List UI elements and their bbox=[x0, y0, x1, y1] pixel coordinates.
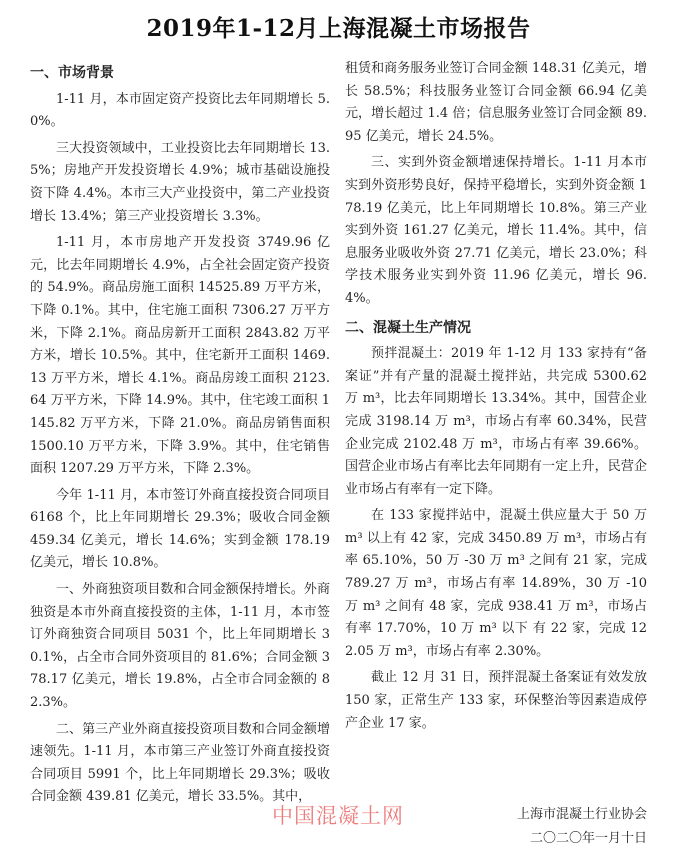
right-column bbox=[345, 58, 647, 739]
paragraph: 三、实到外资金额增速保持增长。1-11 月本市实到外资形势良好，保持平稳增长，实到外资金额 178.19 亿美元，比上年同期增长 10.8%。第三产业实到外资 161.27 亿美元，增长 11.4%。其中，信息服务业吸收外资 27.71 亿美元，增长 23.0%；科学技术服务业实到外资 11.96 亿美元，增长 96.4%。 bbox=[345, 155, 647, 306]
paragraph: 二、第三产业外商直接投资项目数和合同金额增速领先。1-11 月，本市第三产业签订外商直接投资合同项目 5991 个，比上年同期增长 29.3%；吸收合同金额 439.81 亿美元，增长 33.5%。其中， bbox=[30, 721, 330, 805]
paragraph: 在 133 家搅拌站中，混凝土供应量大于 50 万 m³ 以上有 42 家，完成 3450.89 万 m³，市场占有率 65.10%，50 万 -30 万 m³ 之间有 21 家，完成 789.27 万 m³，市场占有率 14.89%，30 万 -10 万 m³ 之间有 48 家，完成 938.41 万 m³，市场占有率 17.70%，10 万 m³ 以下 有 22 家，完成 122.05 万 m³，市场占有率 2.30%。 bbox=[345, 508, 647, 659]
left-column bbox=[30, 58, 330, 813]
site-watermark: 中国混凝土网 bbox=[272, 804, 404, 828]
signature-org: 上海市混凝土行业协会 bbox=[516, 807, 647, 822]
paragraph: 截止 12 月 31 日，预拌混凝土备案证有效发放 150 家，正常生产 133 家，环保整治等因素造成停产企业 17 家。 bbox=[345, 670, 647, 731]
section-heading-concrete-production: 二、混凝土生产情况 bbox=[345, 319, 471, 336]
paragraph: 预拌混凝土：2019 年 1-12 月 133 家持有“备案证”并有产量的混凝土搅拌站，共完成 5300.62 万 m³，比去年同期增长 13.34%。其中，国营企业完成 3198.14 万 m³，市场占有率 60.34%，民营企业完成 2102.48 万 m³，市场占有率 39.66%。国营企业市场占有率比去年同期有一定上升，民营企业市场占有率有一定下降。 bbox=[345, 346, 647, 497]
paragraph: 1-11 月，本市房地产开发投资 3749.96 亿元，比去年同期增长 4.9%，占全社会固定资产投资的 54.9%。商品房施工面积 14525.89 万平方米，下降 0.1%。其中，住宅施工面积 7306.27 万平方米，下降 2.1%。商品房新开工面积 2843.82 万平方米，增长 10.5%。其中，住宅新开工面积 1469.13 万平方米，增长 4.1%。商品房竣工面积 2123.64 万平方米，下降 14.9%。其中，住宅竣工面积 1145.82 万平方米，下降 21.0%。商品房销售面积 1500.10 万平方米，下降 3.9%。其中，住宅销售面积 1207.29 万平方米，下降 2.3%。 bbox=[30, 235, 330, 477]
paragraph: 今年 1-11 月，本市签订外商直接投资合同项目 6168 个，比上年同期增长 29.3%；吸收合同金额 459.34 亿美元，增长 14.6%；实到金额 178.19 亿美元，增长 10.8%。 bbox=[30, 487, 330, 571]
paragraph-continued: 租赁和商务服务业签订合同金额 148.31 亿美元，增长 58.5%；科技服务业签订合同金额 66.94 亿美元，增长超过 1.4 倍；信息服务业签订合同金额 89.95 亿美元，增长 24.5%。 bbox=[345, 61, 647, 144]
signature-block bbox=[345, 803, 647, 851]
paragraph: 一、外商独资项目数和合同金额保持增长。外商独资是本市外商直接投资的主体，1-11 月，本市签订外商独资合同项目 5031 个，比上年同期增长 30.1%，占全市合同外资项目的 81.6%；合同金额 378.17 亿美元，增长 19.8%，占全市合同金额的 82.3%。 bbox=[30, 582, 330, 711]
section-heading-market-background: 一、市场背景 bbox=[30, 65, 114, 81]
paragraph: 1-11 月，本市固定资产投资比去年同期增长 5.0%。 bbox=[30, 91, 330, 130]
report-title: 2019年1-12月上海混凝土市场报告 bbox=[146, 15, 531, 42]
paragraph: 三大投资领域中，工业投资比去年同期增长 13.5%；房地产开发投资增长 4.9%；城市基础设施投资下降 4.4%。本市三大产业投资中，第二产业投资增长 13.4%；第三产业投资增长 3.3%。 bbox=[30, 140, 330, 224]
signature-date: 二〇二〇年一月十日 bbox=[529, 831, 647, 846]
